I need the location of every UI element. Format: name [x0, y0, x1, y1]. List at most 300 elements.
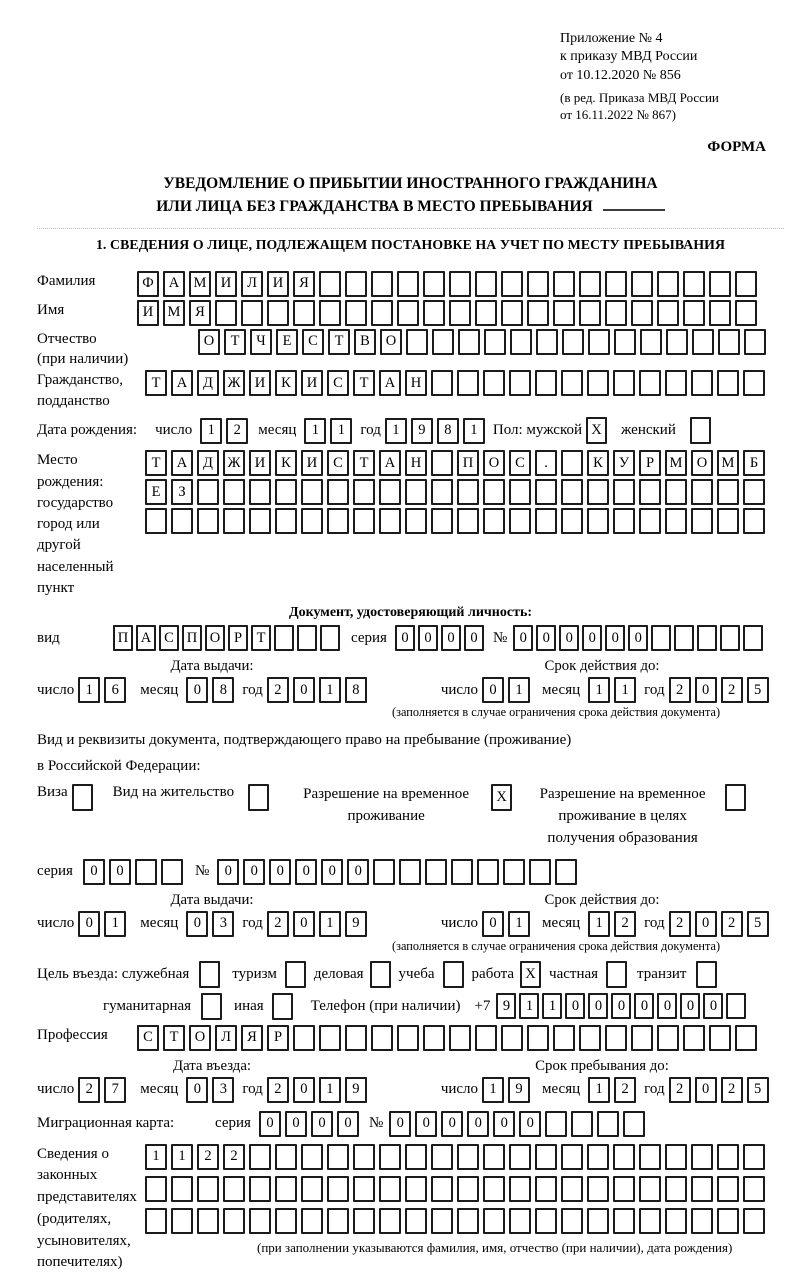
char-box[interactable] [665, 1208, 687, 1234]
char-box[interactable] [135, 859, 157, 885]
char-box[interactable] [562, 329, 584, 355]
char-box[interactable] [249, 1208, 271, 1234]
char-box[interactable]: 9 [345, 1077, 367, 1103]
char-box[interactable] [587, 508, 609, 534]
char-box[interactable] [579, 300, 601, 326]
char-box[interactable] [571, 1111, 593, 1137]
char-box[interactable] [197, 508, 219, 534]
char-box[interactable]: С [327, 450, 349, 476]
char-box[interactable] [145, 508, 167, 534]
char-box[interactable]: И [249, 450, 271, 476]
char-box[interactable] [371, 271, 393, 297]
char-box[interactable] [725, 784, 746, 811]
char-box[interactable]: Н [405, 370, 427, 396]
char-box[interactable] [443, 961, 464, 988]
char-box[interactable]: 0 [695, 911, 717, 937]
char-box[interactable] [509, 1176, 531, 1202]
char-box[interactable] [161, 859, 183, 885]
char-box[interactable]: 2 [614, 1077, 636, 1103]
char-box[interactable]: К [275, 450, 297, 476]
char-box[interactable] [665, 370, 687, 396]
char-box[interactable] [510, 329, 532, 355]
char-box[interactable]: 9 [411, 418, 433, 444]
char-box[interactable] [201, 993, 222, 1020]
char-box[interactable] [587, 479, 609, 505]
char-box[interactable] [674, 625, 694, 651]
char-box[interactable] [353, 1208, 375, 1234]
char-box[interactable]: 2 [78, 1077, 100, 1103]
char-box[interactable]: 0 [293, 1077, 315, 1103]
char-box[interactable] [241, 300, 263, 326]
char-box[interactable] [639, 370, 661, 396]
char-box[interactable]: Т [163, 1025, 185, 1051]
char-box[interactable] [717, 1144, 739, 1170]
char-box[interactable] [301, 1176, 323, 1202]
char-box[interactable] [613, 1144, 635, 1170]
char-box[interactable] [588, 329, 610, 355]
char-box[interactable]: Ф [137, 271, 159, 297]
char-box[interactable] [431, 370, 453, 396]
char-box[interactable] [720, 625, 740, 651]
char-box[interactable] [405, 479, 427, 505]
char-box[interactable] [197, 479, 219, 505]
char-box[interactable] [666, 329, 688, 355]
char-box[interactable]: Ж [223, 450, 245, 476]
char-box[interactable]: Е [145, 479, 167, 505]
char-box[interactable] [405, 508, 427, 534]
char-box[interactable] [373, 859, 395, 885]
char-box[interactable]: Н [405, 450, 427, 476]
char-box[interactable]: 1 [330, 418, 352, 444]
char-box[interactable] [553, 1025, 575, 1051]
char-box[interactable]: 0 [269, 859, 291, 885]
char-box[interactable] [718, 329, 740, 355]
char-box[interactable]: 2 [223, 1144, 245, 1170]
char-box[interactable]: В [354, 329, 376, 355]
char-box[interactable]: 0 [464, 625, 484, 651]
char-box[interactable]: Т [145, 370, 167, 396]
char-box[interactable]: 0 [657, 993, 677, 1019]
char-box[interactable] [457, 479, 479, 505]
char-box[interactable] [379, 1208, 401, 1234]
char-box[interactable]: 1 [463, 418, 485, 444]
char-box[interactable]: С [137, 1025, 159, 1051]
char-box[interactable] [432, 329, 454, 355]
char-box[interactable] [199, 961, 220, 988]
char-box[interactable] [275, 1176, 297, 1202]
char-box[interactable] [606, 961, 627, 988]
char-box[interactable] [477, 859, 499, 885]
char-box[interactable] [743, 370, 765, 396]
char-box[interactable] [319, 1025, 341, 1051]
char-box[interactable]: И [249, 370, 271, 396]
char-box[interactable] [744, 329, 766, 355]
char-box[interactable] [267, 300, 289, 326]
char-box[interactable]: 0 [418, 625, 438, 651]
char-box[interactable] [457, 1144, 479, 1170]
char-box[interactable]: 6 [104, 677, 126, 703]
char-box[interactable] [457, 370, 479, 396]
char-box[interactable]: Л [215, 1025, 237, 1051]
char-box[interactable]: 0 [217, 859, 239, 885]
char-box[interactable]: А [379, 450, 401, 476]
char-box[interactable] [249, 1144, 271, 1170]
char-box[interactable] [743, 508, 765, 534]
char-box[interactable] [605, 1025, 627, 1051]
char-box[interactable] [561, 1144, 583, 1170]
char-box[interactable] [223, 1176, 245, 1202]
char-box[interactable]: 2 [267, 911, 289, 937]
char-box[interactable]: Д [197, 450, 219, 476]
char-box[interactable]: . [535, 450, 557, 476]
char-box[interactable]: И [301, 450, 323, 476]
char-box[interactable]: О [198, 329, 220, 355]
char-box[interactable] [639, 508, 661, 534]
char-box[interactable] [431, 1208, 453, 1234]
char-box[interactable] [275, 508, 297, 534]
char-box[interactable] [353, 508, 375, 534]
char-box[interactable] [709, 1025, 731, 1051]
char-box[interactable] [197, 1208, 219, 1234]
char-box[interactable] [535, 1176, 557, 1202]
char-box[interactable]: 0 [680, 993, 700, 1019]
char-box[interactable]: 2 [267, 677, 289, 703]
char-box[interactable]: 0 [441, 1111, 463, 1137]
char-box[interactable] [587, 1176, 609, 1202]
char-box[interactable] [683, 1025, 705, 1051]
char-box[interactable]: 0 [243, 859, 265, 885]
char-box[interactable]: 1 [319, 677, 341, 703]
char-box[interactable] [483, 370, 505, 396]
char-box[interactable]: 8 [212, 677, 234, 703]
char-box[interactable] [639, 1144, 661, 1170]
char-box[interactable] [301, 479, 323, 505]
char-box[interactable]: 1 [508, 911, 530, 937]
char-box[interactable] [431, 479, 453, 505]
char-box[interactable]: 0 [311, 1111, 333, 1137]
char-box[interactable] [423, 300, 445, 326]
char-box[interactable]: 1 [319, 1077, 341, 1103]
char-box[interactable] [690, 417, 711, 444]
char-box[interactable] [405, 1176, 427, 1202]
char-box[interactable] [431, 1144, 453, 1170]
char-box[interactable] [483, 1176, 505, 1202]
char-box[interactable] [509, 1208, 531, 1234]
char-box[interactable] [431, 450, 453, 476]
char-box[interactable]: X [586, 417, 607, 444]
char-box[interactable]: 1 [482, 1077, 504, 1103]
char-box[interactable]: С [159, 625, 179, 651]
char-box[interactable]: X [520, 961, 541, 988]
char-box[interactable]: 0 [513, 625, 533, 651]
char-box[interactable] [509, 1144, 531, 1170]
char-box[interactable] [561, 1176, 583, 1202]
char-box[interactable]: У [613, 450, 635, 476]
char-box[interactable] [561, 370, 583, 396]
char-box[interactable]: 0 [482, 911, 504, 937]
char-box[interactable] [735, 1025, 757, 1051]
char-box[interactable] [640, 329, 662, 355]
char-box[interactable] [613, 1176, 635, 1202]
char-box[interactable]: 2 [721, 677, 743, 703]
char-box[interactable]: 0 [605, 625, 625, 651]
char-box[interactable]: 8 [437, 418, 459, 444]
char-box[interactable] [717, 1176, 739, 1202]
char-box[interactable]: 0 [337, 1111, 359, 1137]
char-box[interactable]: А [171, 450, 193, 476]
char-box[interactable] [345, 1025, 367, 1051]
char-box[interactable] [587, 1144, 609, 1170]
char-box[interactable] [579, 1025, 601, 1051]
char-box[interactable] [405, 1208, 427, 1234]
char-box[interactable]: 9 [496, 993, 516, 1019]
char-box[interactable] [665, 1144, 687, 1170]
char-box[interactable]: 2 [197, 1144, 219, 1170]
char-box[interactable] [327, 508, 349, 534]
char-box[interactable] [691, 1144, 713, 1170]
char-box[interactable] [613, 508, 635, 534]
char-box[interactable] [665, 479, 687, 505]
char-box[interactable]: Т [353, 370, 375, 396]
char-box[interactable] [743, 1144, 765, 1170]
char-box[interactable] [529, 859, 551, 885]
char-box[interactable]: С [302, 329, 324, 355]
char-box[interactable] [449, 271, 471, 297]
char-box[interactable] [274, 625, 294, 651]
char-box[interactable]: Я [293, 271, 315, 297]
char-box[interactable] [651, 625, 671, 651]
char-box[interactable]: 0 [293, 677, 315, 703]
char-box[interactable]: Р [639, 450, 661, 476]
char-box[interactable] [223, 508, 245, 534]
char-box[interactable] [665, 508, 687, 534]
char-box[interactable]: 0 [295, 859, 317, 885]
char-box[interactable] [691, 370, 713, 396]
char-box[interactable] [275, 1144, 297, 1170]
char-box[interactable] [692, 329, 714, 355]
char-box[interactable] [743, 479, 765, 505]
char-box[interactable]: 8 [345, 677, 367, 703]
char-box[interactable]: Б [743, 450, 765, 476]
char-box[interactable] [561, 508, 583, 534]
char-box[interactable] [613, 370, 635, 396]
char-box[interactable] [691, 1208, 713, 1234]
char-box[interactable] [639, 1208, 661, 1234]
char-box[interactable] [293, 300, 315, 326]
char-box[interactable] [483, 1208, 505, 1234]
char-box[interactable] [597, 1111, 619, 1137]
char-box[interactable]: П [113, 625, 133, 651]
char-box[interactable]: Р [267, 1025, 289, 1051]
char-box[interactable]: 0 [493, 1111, 515, 1137]
char-box[interactable]: М [665, 450, 687, 476]
char-box[interactable]: Ж [223, 370, 245, 396]
char-box[interactable] [249, 1176, 271, 1202]
char-box[interactable]: 0 [634, 993, 654, 1019]
char-box[interactable] [501, 300, 523, 326]
char-box[interactable]: Р [228, 625, 248, 651]
char-box[interactable]: 0 [582, 625, 602, 651]
char-box[interactable]: 1 [588, 911, 610, 937]
char-box[interactable] [717, 370, 739, 396]
char-box[interactable] [717, 479, 739, 505]
char-box[interactable] [535, 370, 557, 396]
char-box[interactable] [171, 1208, 193, 1234]
char-box[interactable] [709, 300, 731, 326]
char-box[interactable] [327, 1208, 349, 1234]
char-box[interactable] [587, 370, 609, 396]
char-box[interactable] [545, 1111, 567, 1137]
char-box[interactable]: 0 [559, 625, 579, 651]
char-box[interactable] [735, 300, 757, 326]
char-box[interactable]: 0 [415, 1111, 437, 1137]
char-box[interactable] [431, 508, 453, 534]
char-box[interactable] [527, 1025, 549, 1051]
char-box[interactable] [223, 1208, 245, 1234]
char-box[interactable] [483, 508, 505, 534]
char-box[interactable]: П [457, 450, 479, 476]
char-box[interactable] [527, 300, 549, 326]
char-box[interactable]: 2 [669, 911, 691, 937]
char-box[interactable]: И [215, 271, 237, 297]
char-box[interactable]: О [483, 450, 505, 476]
char-box[interactable] [320, 625, 340, 651]
char-box[interactable]: 0 [78, 911, 100, 937]
char-box[interactable] [423, 271, 445, 297]
char-box[interactable]: 0 [536, 625, 556, 651]
char-box[interactable]: 1 [104, 911, 126, 937]
char-box[interactable]: И [301, 370, 323, 396]
char-box[interactable]: С [327, 370, 349, 396]
char-box[interactable] [691, 479, 713, 505]
char-box[interactable]: И [137, 300, 159, 326]
char-box[interactable] [423, 1025, 445, 1051]
char-box[interactable] [691, 508, 713, 534]
char-box[interactable]: 3 [212, 1077, 234, 1103]
char-box[interactable] [631, 271, 653, 297]
char-box[interactable]: 2 [721, 911, 743, 937]
char-box[interactable] [483, 479, 505, 505]
char-box[interactable] [301, 1144, 323, 1170]
char-box[interactable] [605, 271, 627, 297]
char-box[interactable]: 0 [467, 1111, 489, 1137]
char-box[interactable] [327, 479, 349, 505]
char-box[interactable]: 1 [519, 993, 539, 1019]
char-box[interactable] [297, 625, 317, 651]
char-box[interactable]: К [275, 370, 297, 396]
char-box[interactable]: Я [189, 300, 211, 326]
char-box[interactable]: 0 [695, 1077, 717, 1103]
char-box[interactable]: 0 [109, 859, 131, 885]
char-box[interactable] [397, 300, 419, 326]
char-box[interactable]: Т [145, 450, 167, 476]
char-box[interactable] [535, 508, 557, 534]
char-box[interactable] [509, 508, 531, 534]
char-box[interactable] [696, 961, 717, 988]
char-box[interactable] [145, 1176, 167, 1202]
char-box[interactable]: О [380, 329, 402, 355]
char-box[interactable] [406, 329, 428, 355]
char-box[interactable] [691, 1176, 713, 1202]
char-box[interactable] [72, 784, 93, 811]
char-box[interactable] [197, 1176, 219, 1202]
char-box[interactable]: 0 [519, 1111, 541, 1137]
char-box[interactable]: Т [353, 450, 375, 476]
char-box[interactable]: Т [224, 329, 246, 355]
char-box[interactable] [717, 1208, 739, 1234]
char-box[interactable] [535, 1144, 557, 1170]
char-box[interactable] [449, 1025, 471, 1051]
char-box[interactable]: 0 [703, 993, 723, 1019]
char-box[interactable] [431, 1176, 453, 1202]
char-box[interactable]: 2 [721, 1077, 743, 1103]
char-box[interactable] [579, 271, 601, 297]
char-box[interactable]: 0 [565, 993, 585, 1019]
char-box[interactable] [483, 1144, 505, 1170]
char-box[interactable]: 0 [389, 1111, 411, 1137]
char-box[interactable] [639, 1176, 661, 1202]
char-box[interactable] [353, 479, 375, 505]
char-box[interactable] [717, 508, 739, 534]
char-box[interactable] [293, 1025, 315, 1051]
char-box[interactable] [457, 508, 479, 534]
char-box[interactable] [327, 1144, 349, 1170]
char-box[interactable]: 0 [321, 859, 343, 885]
char-box[interactable] [475, 300, 497, 326]
char-box[interactable]: 1 [145, 1144, 167, 1170]
char-box[interactable]: З [171, 479, 193, 505]
char-box[interactable]: Л [241, 271, 263, 297]
char-box[interactable]: 1 [508, 677, 530, 703]
char-box[interactable]: 0 [441, 625, 461, 651]
char-box[interactable] [457, 1208, 479, 1234]
char-box[interactable] [553, 300, 575, 326]
char-box[interactable] [501, 271, 523, 297]
char-box[interactable] [353, 1176, 375, 1202]
char-box[interactable]: 0 [395, 625, 415, 651]
char-box[interactable]: 5 [747, 677, 769, 703]
char-box[interactable]: 1 [385, 418, 407, 444]
char-box[interactable] [319, 300, 341, 326]
char-box[interactable]: 2 [267, 1077, 289, 1103]
char-box[interactable] [327, 1176, 349, 1202]
char-box[interactable]: 1 [78, 677, 100, 703]
char-box[interactable] [639, 479, 661, 505]
char-box[interactable] [248, 784, 269, 811]
char-box[interactable]: 0 [186, 677, 208, 703]
char-box[interactable] [683, 300, 705, 326]
char-box[interactable] [509, 370, 531, 396]
char-box[interactable]: А [171, 370, 193, 396]
char-box[interactable]: 0 [588, 993, 608, 1019]
char-box[interactable]: 0 [186, 911, 208, 937]
char-box[interactable] [743, 1208, 765, 1234]
char-box[interactable]: 0 [83, 859, 105, 885]
char-box[interactable] [587, 1208, 609, 1234]
char-box[interactable] [535, 479, 557, 505]
char-box[interactable] [623, 1111, 645, 1137]
char-box[interactable]: 1 [200, 418, 222, 444]
char-box[interactable] [379, 1176, 401, 1202]
char-box[interactable]: 0 [186, 1077, 208, 1103]
char-box[interactable] [509, 479, 531, 505]
char-box[interactable]: 0 [695, 677, 717, 703]
char-box[interactable] [561, 450, 583, 476]
char-box[interactable]: 1 [319, 911, 341, 937]
char-box[interactable]: 0 [259, 1111, 281, 1137]
char-box[interactable]: 0 [293, 911, 315, 937]
char-box[interactable] [171, 1176, 193, 1202]
